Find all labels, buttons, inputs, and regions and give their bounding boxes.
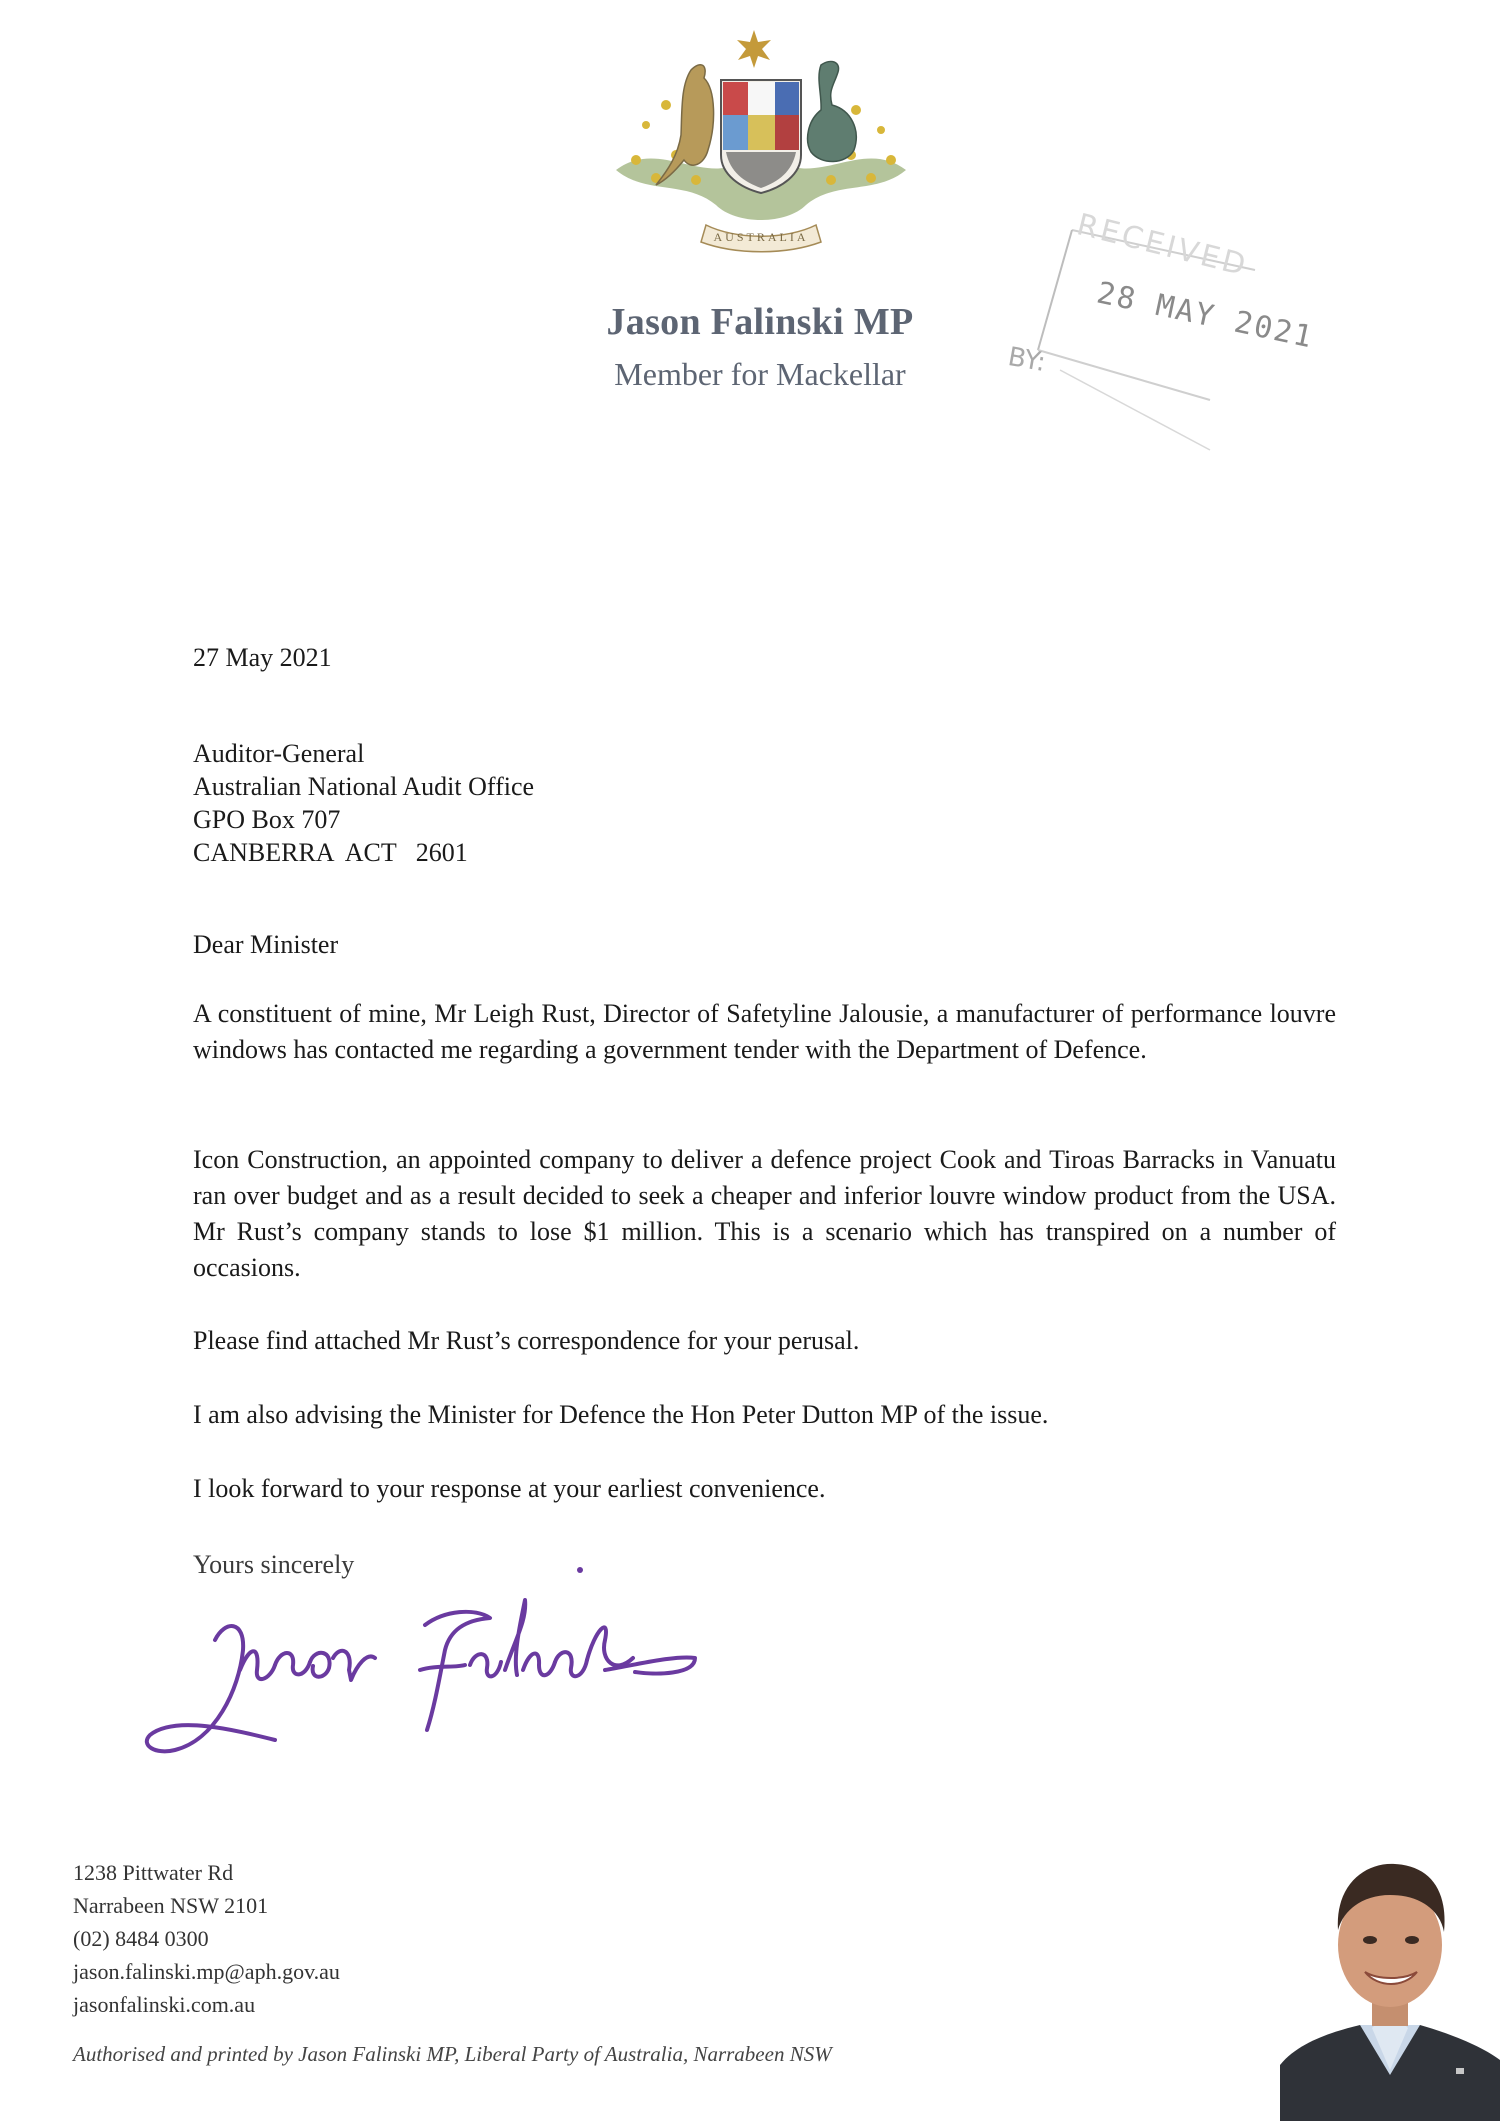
letterhead-seat: Member for Mackellar	[614, 356, 906, 392]
stamp-date: 28 MAY 2021	[1093, 275, 1317, 356]
recipient-line-3: GPO Box 707	[193, 805, 341, 834]
salutation: Dear Minister	[193, 930, 339, 959]
letter-date: 27 May 2021	[193, 643, 332, 672]
recipient-line-4: CANBERRA ACT 2601	[193, 838, 468, 867]
emu-icon	[808, 61, 857, 161]
svg-text:AUSTRALIA: AUSTRALIA	[713, 230, 809, 244]
recipient-line-2: Australian National Audit Office	[193, 772, 535, 801]
stamp-received-text: RECEIVED	[1073, 207, 1252, 284]
paragraph-3: Please find attached Mr Rust’s correspondence for your perusal.	[193, 1326, 860, 1355]
closing: Yours sincerely	[193, 1550, 355, 1579]
letterhead-name: Jason Falinski MP	[606, 301, 914, 343]
commonwealth-star-icon	[737, 30, 771, 68]
contact-website: jasonfalinski.com.au	[73, 1992, 256, 2017]
stamp-by: BY:	[1005, 341, 1048, 379]
recipient-address	[193, 737, 534, 869]
authorisation-statement: Authorised and printed by Jason Falinski MP, Liberal Party of Australia, Narrabeen NSW	[73, 2042, 832, 2066]
contact-address-line-1: 1238 Pittwater Rd	[73, 1860, 234, 1885]
paragraph-1: A constituent of mine, Mr Leigh Rust, Director of Safetyline Jalousie, a manufacturer of performance louvre windows has contacted me regarding a government tender with the Department of Defence.	[193, 999, 1336, 1064]
contact-address-line-2: Narrabeen NSW 2101	[73, 1893, 269, 1918]
coat-of-arms-logo	[596, 30, 926, 265]
recipient-line-1: Auditor-General	[193, 739, 365, 768]
paragraph-2: Icon Construction, an appointed company to deliver a defence project Cook and Tiroas Barracks in Vanuatu ran over budget and as a result decided to seek a cheaper and inferior louvre window product from the USA. Mr Rust’s company stands to lose $1 million. This is a scenario which has transpired on a number of occasions.	[193, 1145, 1336, 1282]
contact-email: jason.falinski.mp@aph.gov.au	[73, 1959, 340, 1984]
portrait-photo	[1280, 1840, 1500, 2121]
handwritten-signature	[135, 1530, 815, 1760]
contact-phone: (02) 8484 0300	[73, 1926, 209, 1951]
contact-details	[73, 1856, 340, 2021]
paragraph-5: I look forward to your response at your earliest convenience.	[193, 1474, 826, 1503]
paragraph-4: I am also advising the Minister for Defence the Hon Peter Dutton MP of the issue.	[193, 1400, 1049, 1429]
